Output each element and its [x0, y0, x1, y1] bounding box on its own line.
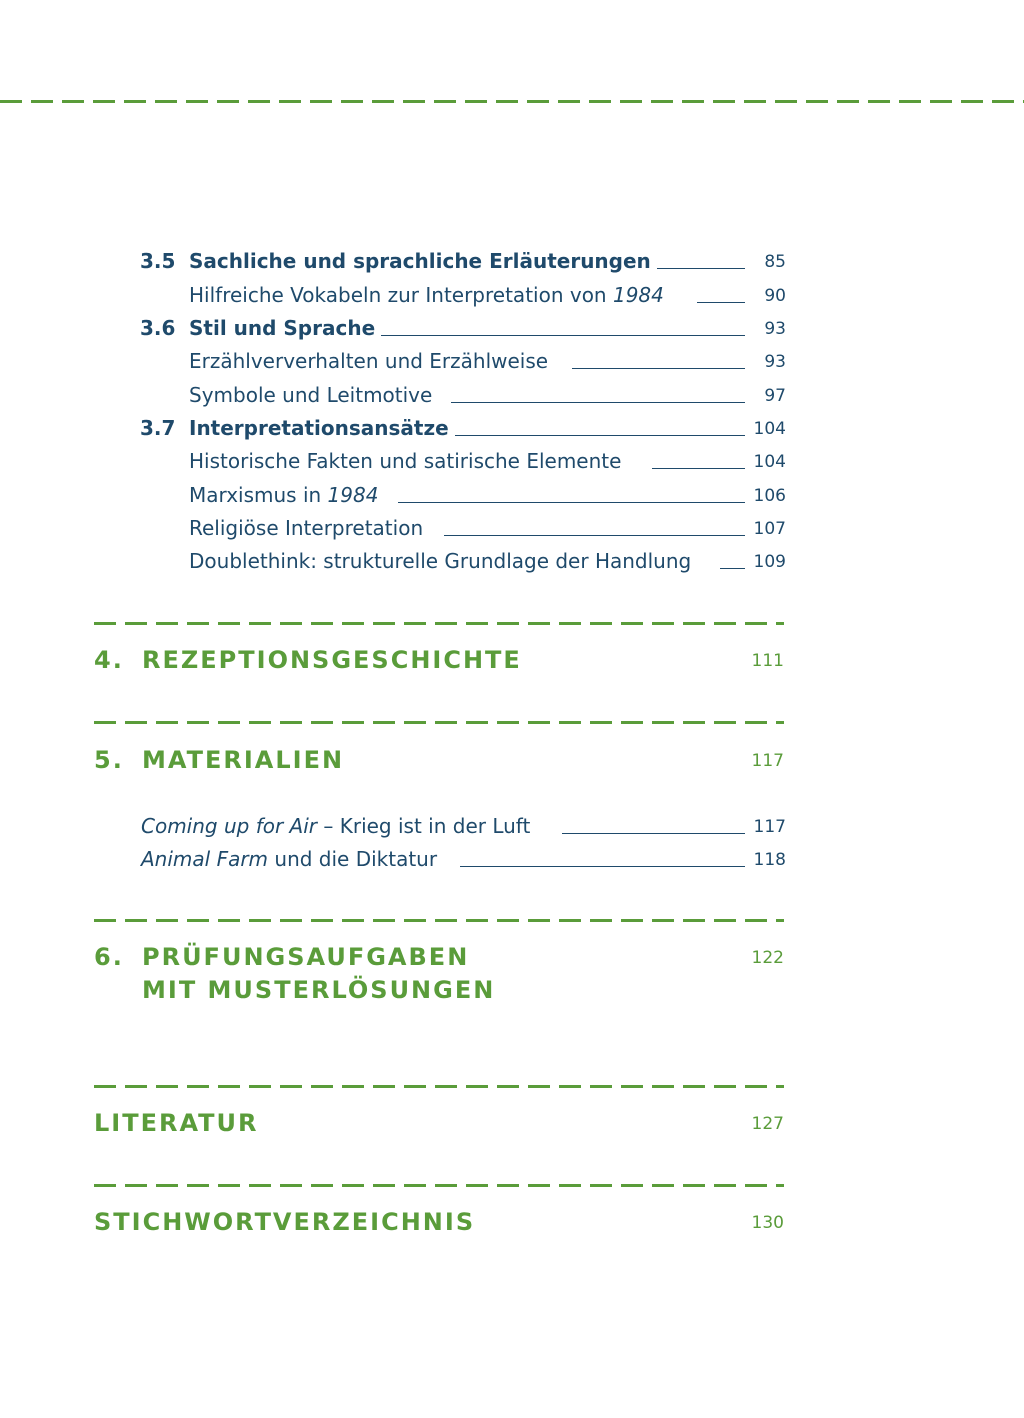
- section-divider: [94, 622, 784, 625]
- page-number: 107: [753, 519, 786, 539]
- dot-leader: [460, 866, 745, 867]
- entry-title: Interpretationsansätze: [189, 415, 455, 441]
- chapter-title: MATERIALIEN: [142, 746, 345, 774]
- entry-title: Erzählververhalten und Erzählweise: [189, 348, 554, 374]
- section-divider: [94, 1085, 784, 1088]
- entry-title: Religiöse Interpretation: [189, 515, 429, 541]
- page-number: 90: [764, 286, 786, 306]
- dot-leader: [652, 468, 745, 469]
- section-number: 3.5: [140, 249, 176, 273]
- toc-entry-animal-farm[interactable]: [0, 846, 1024, 876]
- chapter-number: 4.: [94, 646, 124, 674]
- page-number: 93: [764, 352, 786, 372]
- page-number: 93: [764, 319, 786, 339]
- page-number: 111: [751, 651, 784, 671]
- toc-entry-doublethink[interactable]: [0, 548, 1024, 578]
- entry-title: Historische Fakten und satirische Elemente: [189, 448, 627, 474]
- toc-entry-3-7[interactable]: [0, 415, 1024, 445]
- dot-leader: [572, 368, 745, 369]
- page-number: 106: [753, 486, 786, 506]
- page-number: 104: [753, 419, 786, 439]
- chapter-title: REZEPTIONSGESCHICHTE: [142, 646, 522, 674]
- dot-leader: [650, 268, 745, 269]
- chapter-title: LITERATUR: [94, 1109, 259, 1137]
- entry-title: Hilfreiche Vokabeln zur Interpretation von 1984: [189, 282, 670, 308]
- section-divider: [94, 1184, 784, 1187]
- entry-title: Marxismus in 1984: [189, 482, 384, 508]
- toc-entry-erzaehlweise[interactable]: [0, 348, 1024, 378]
- toc-entry-3-6[interactable]: [0, 315, 1024, 345]
- top-divider: [0, 100, 1024, 103]
- page-number: 104: [753, 452, 786, 472]
- dot-leader: [697, 302, 745, 303]
- section-number: 3.6: [140, 316, 176, 340]
- toc-entry-vokabeln[interactable]: [0, 282, 1024, 312]
- page-number: 97: [764, 386, 786, 406]
- dot-leader: [562, 833, 745, 834]
- page-number: 127: [751, 1114, 784, 1134]
- dot-leader: [451, 402, 745, 403]
- entry-title: Sachliche und sprachliche Erläuterungen: [189, 248, 657, 274]
- chapter-title: PRÜFUNGSAUFGABEN MIT MUSTERLÖSUNGEN: [142, 943, 496, 1004]
- page-number: 130: [751, 1213, 784, 1233]
- page-number: 85: [764, 252, 786, 272]
- dot-leader: [444, 435, 745, 436]
- toc-entry-symbole[interactable]: [0, 382, 1024, 412]
- toc-entry-3-5[interactable]: [0, 248, 1024, 278]
- toc-entry-marxismus[interactable]: [0, 482, 1024, 512]
- dot-leader: [376, 335, 745, 336]
- toc-entry-historische-fakten[interactable]: [0, 448, 1024, 478]
- dot-leader: [720, 568, 745, 569]
- entry-title: Doublethink: strukturelle Grundlage der Handlung: [189, 548, 697, 574]
- section-number: 3.7: [140, 416, 176, 440]
- section-divider: [94, 721, 784, 724]
- chapter-title: STICHWORTVERZEICHNIS: [94, 1208, 476, 1236]
- dot-leader: [398, 502, 745, 503]
- entry-title: Symbole und Leitmotive: [189, 382, 438, 408]
- page-number: 118: [753, 850, 786, 870]
- page-number: 109: [753, 552, 786, 572]
- page-number: 117: [751, 751, 784, 771]
- section-divider: [94, 919, 784, 922]
- entry-title: Animal Farm und die Diktatur: [141, 846, 443, 872]
- entry-title: Coming up for Air – Krieg ist in der Luft: [141, 813, 536, 839]
- entry-title: Stil und Sprache: [189, 315, 381, 341]
- toc-entry-religioese[interactable]: [0, 515, 1024, 545]
- chapter-number: 6.: [94, 943, 124, 971]
- toc-entry-coming-up-for-air[interactable]: [0, 813, 1024, 843]
- dot-leader: [444, 535, 745, 536]
- page-number: 117: [753, 817, 786, 837]
- chapter-number: 5.: [94, 746, 124, 774]
- page-number: 122: [751, 948, 784, 968]
